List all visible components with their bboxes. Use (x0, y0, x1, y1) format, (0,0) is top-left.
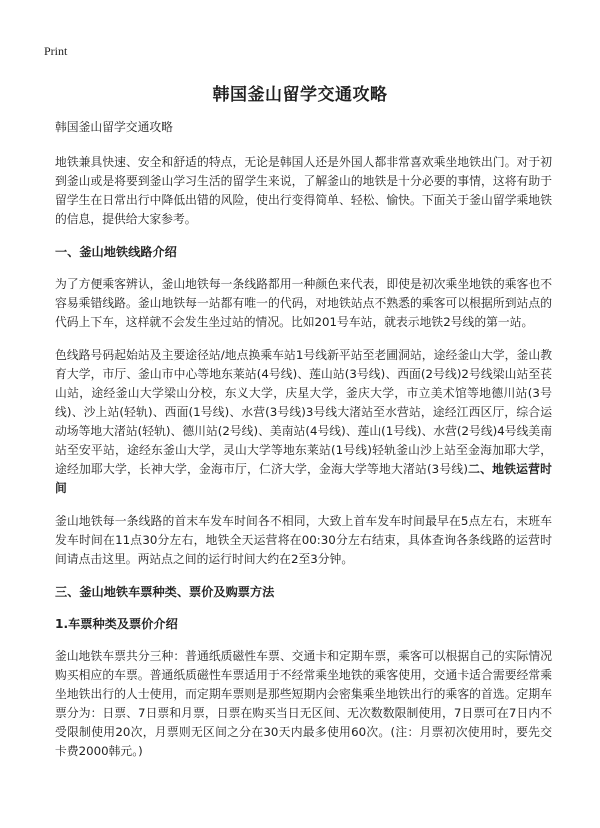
lines-detail-text: 色线路号码起始站及主要途径站/地点换乘车站1号线新平站至老圃洞站，途经釜山大学，釜山教育大学，市厅、釜山市中心等地东莱站(4号线)、莲山站(3号线)、西面(2号线)2号线梁山站至苌山站，途经釜山大学梁山分校，东义大学，庆星大学，釜庆大学，市立美术馆等地德川站(3号线)、沙上站(轻轨)、西面(1号线)、水营(3号线)3号线大渚站至水营站，途经江西区厅，综合运动场等地大渚站(轻轨)、德川站(2号线)、美南站(4号线)、莲山(1号线)、水营(2号线)4号线美南站至安平站，途经东釜山大学，灵山大学等地东莱站(1号线)轻轨釜山沙上站至金海加耶大学，途经加耶大学，长神大学，金海市厅，仁济大学，金海大学等地大渚站(3号线) (55, 348, 552, 476)
lines-intro-paragraph: 为了方便乘客辨认，釜山地铁每一条线路都用一种颜色来代表，即使是初次乘坐地铁的乘客也不容易乘错线路。釜山地铁每一站都有唯一的代码，对地铁站点不熟悉的乘客可以根据所到站点的代码上下车，这样就不会发生坐过站的情况。比如201号车站，就表示地铁2号线的第一站。 (55, 277, 552, 329)
article-subtitle: 韩国釜山留学交通攻略 (55, 120, 173, 134)
section-heading-lines: 一、釜山地铁线路介绍 (55, 245, 177, 259)
section-heading-hours: 二、地铁运营时间 (55, 462, 552, 495)
ticket-types-paragraph: 釜山地铁车票共分三种：普通纸质磁性车票、交通卡和定期车票，乘客可以根据自己的实际情况购买相应的车票。普通纸质磁性车票适用于不经常乘坐地铁的乘客使用，交通卡适合需要经常乘坐地铁出行的人士使用，而定期车票则是那些短期内会密集乘坐地铁出行的乘客的首选。定期车票分为：日票、7日票和月票，日票在购买当日无区间、无次数数限制使用，7日票可在7日内不受限制使用20次，月票则无区间之分在30天内最多使用60次。(注：月票初次使用时，要先交卡费2000韩元。) (55, 649, 552, 758)
section-heading-tickets: 三、釜山地铁车票种类、票价及购票方法 (55, 585, 275, 599)
lines-detail-paragraph (55, 346, 552, 498)
subsection-heading-ticket-types: 1.车票种类及票价介绍 (55, 617, 178, 631)
article-body (55, 118, 552, 775)
print-label: Print (44, 44, 68, 58)
hours-paragraph: 釜山地铁每一条线路的首末车发车时间各不相同，大致上首车发车时间最早在5点左右，末班车发车时间在11点30分左右，地铁全天运营将在00:30分左右结束，具体查询各条线路的运营时间请点击这里。两站点之间的运行时间大约在2至3分钟。 (55, 514, 552, 566)
intro-paragraph: 地铁兼具快速、安全和舒适的特点，无论是韩国人还是外国人都非常喜欢乘坐地铁出门。对于初到釜山或是将要到釜山学习生活的留学生来说，了解釜山的地铁是十分必要的事情，这将有助于留学生在日常出行中降低出错的风险，使出行变得简单、轻松、愉快。下面关于釜山留学乘地铁的信息，提供给大家参考。 (55, 155, 552, 226)
page-title: 韩国釜山留学交通攻略 (212, 85, 388, 105)
